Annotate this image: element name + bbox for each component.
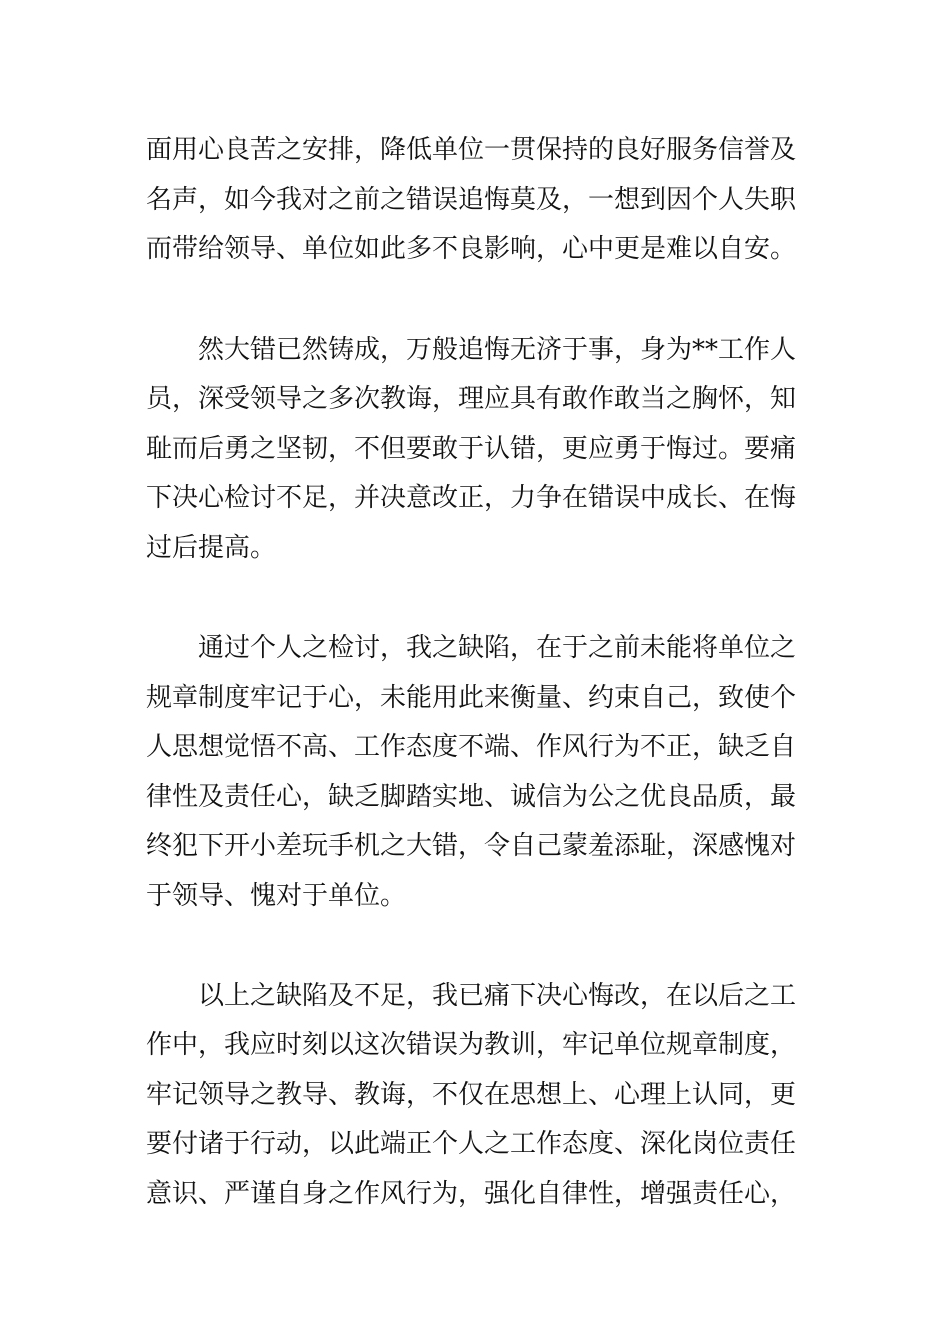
text-line: 然大错已然铸成，万般追悔无济于事，身为**工作人	[198, 335, 797, 365]
text-line: 员，深受领导之多次教诲，理应具有敢作敢当之胸怀，知	[146, 384, 797, 414]
text-line: 牢记领导之教导、教诲，不仅在思想上、心理上认同，更	[146, 1080, 797, 1110]
text-line: 要付诸于行动，以此端正个人之工作态度、深化岗位责任	[146, 1129, 797, 1159]
text-line: 面用心良苦之安排，降低单位一贯保持的良好服务信誉及	[146, 135, 797, 165]
text-line: 规章制度牢记于心，未能用此来衡量、约束自己，致使个	[146, 683, 797, 713]
text-line: 于领导、愧对于单位。	[146, 881, 407, 911]
text-line: 通过个人之检讨，我之缺陷，在于之前未能将单位之	[198, 633, 797, 663]
text-line: 下决心检讨不足，并决意改正，力争在错误中成长、在悔	[146, 483, 797, 513]
text-line: 终犯下开小差玩手机之大错，令自己蒙羞添耻，深感愧对	[146, 831, 797, 861]
text-line: 而带给领导、单位如此多不良影响，心中更是难以自安。	[146, 234, 797, 264]
text-line: 意识、严谨自身之作风行为，强化自律性，增强责任心，	[146, 1179, 797, 1209]
text-line: 过后提高。	[146, 533, 277, 563]
text-line: 作中，我应时刻以这次错误为教训，牢记单位规章制度，	[146, 1030, 797, 1060]
text-line: 以上之缺陷及不足，我已痛下决心悔改，在以后之工	[198, 981, 797, 1011]
text-line: 名声，如今我对之前之错误追悔莫及，一想到因个人失职	[146, 185, 797, 215]
text-line: 律性及责任心，缺乏脚踏实地、诚信为公之优良品质，最	[146, 782, 797, 812]
text-line: 耻而后勇之坚韧，不但要敢于认错，更应勇于悔过。要痛	[146, 434, 797, 464]
text-line: 人思想觉悟不高、工作态度不端、作风行为不正，缺乏自	[146, 732, 797, 762]
